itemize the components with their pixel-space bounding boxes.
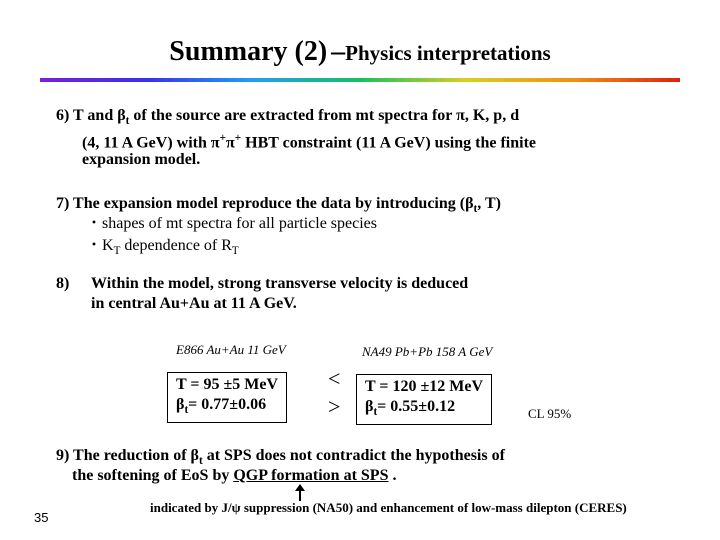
confidence-level: CL 95% [528,406,572,421]
item8-line1: Within the model, strong transverse velocity is deduced [91,275,469,292]
item8-line2: in central Au+Au at 11 A GeV. [91,295,297,312]
right-result-box [356,374,492,425]
item7-line1: 7) The expansion model reproduce the data by introducing ($\beta_t$, T) [56,195,501,216]
item7-bullet2: ・$K_T$ dependence of $R_T$ [86,237,239,258]
item6-line3: expansion model. [82,151,201,168]
right-caption: NA49 Pb+Pb 158 A GeV [362,344,493,359]
right-temperature: T = 120 ±12 MeV [365,378,484,395]
left-beta: $\beta_t= 0.77\pm 0.06$ [176,396,267,417]
right-beta: $\beta_t= 0.55\pm 0.12$ [365,398,456,419]
slide-title [0,36,720,68]
item9-line2: the softening of EoS by QGP formation at SPS . [72,467,397,484]
title-main: Summary (2) [169,36,328,67]
left-caption: E866 Au+Au 11 GeV [176,342,286,357]
item7-bullet1: ・shapes of mt spectra for all particle species [86,215,378,232]
footnote: indicated by J/ψ suppression (NA50) and enhancement of low-mass dilepton (CERES) [150,500,627,515]
less-than-sign: < [328,366,341,391]
item6-line2: (4, 11 A GeV) with π+π+ HBT constraint (11 A GeV) using the finite [82,132,537,152]
item8-number: 8) [56,275,70,292]
page-number: 35 [34,510,49,525]
title-dash: – [331,36,346,67]
left-temperature: T = 95 ±5 MeV [176,376,279,393]
greater-than-sign: > [328,394,341,419]
item6-line1: 6) T and $\beta_t$ of the source are extracted from mt spectra for π, K, p, d [56,107,520,128]
item9-line1: 9) The reduction of $\beta_t$ at SPS does not contradict the hypothesis of [56,447,505,468]
title-sub: Physics interpretations [345,41,551,65]
title-rainbow-rule [40,78,680,82]
left-result-box [167,372,287,423]
